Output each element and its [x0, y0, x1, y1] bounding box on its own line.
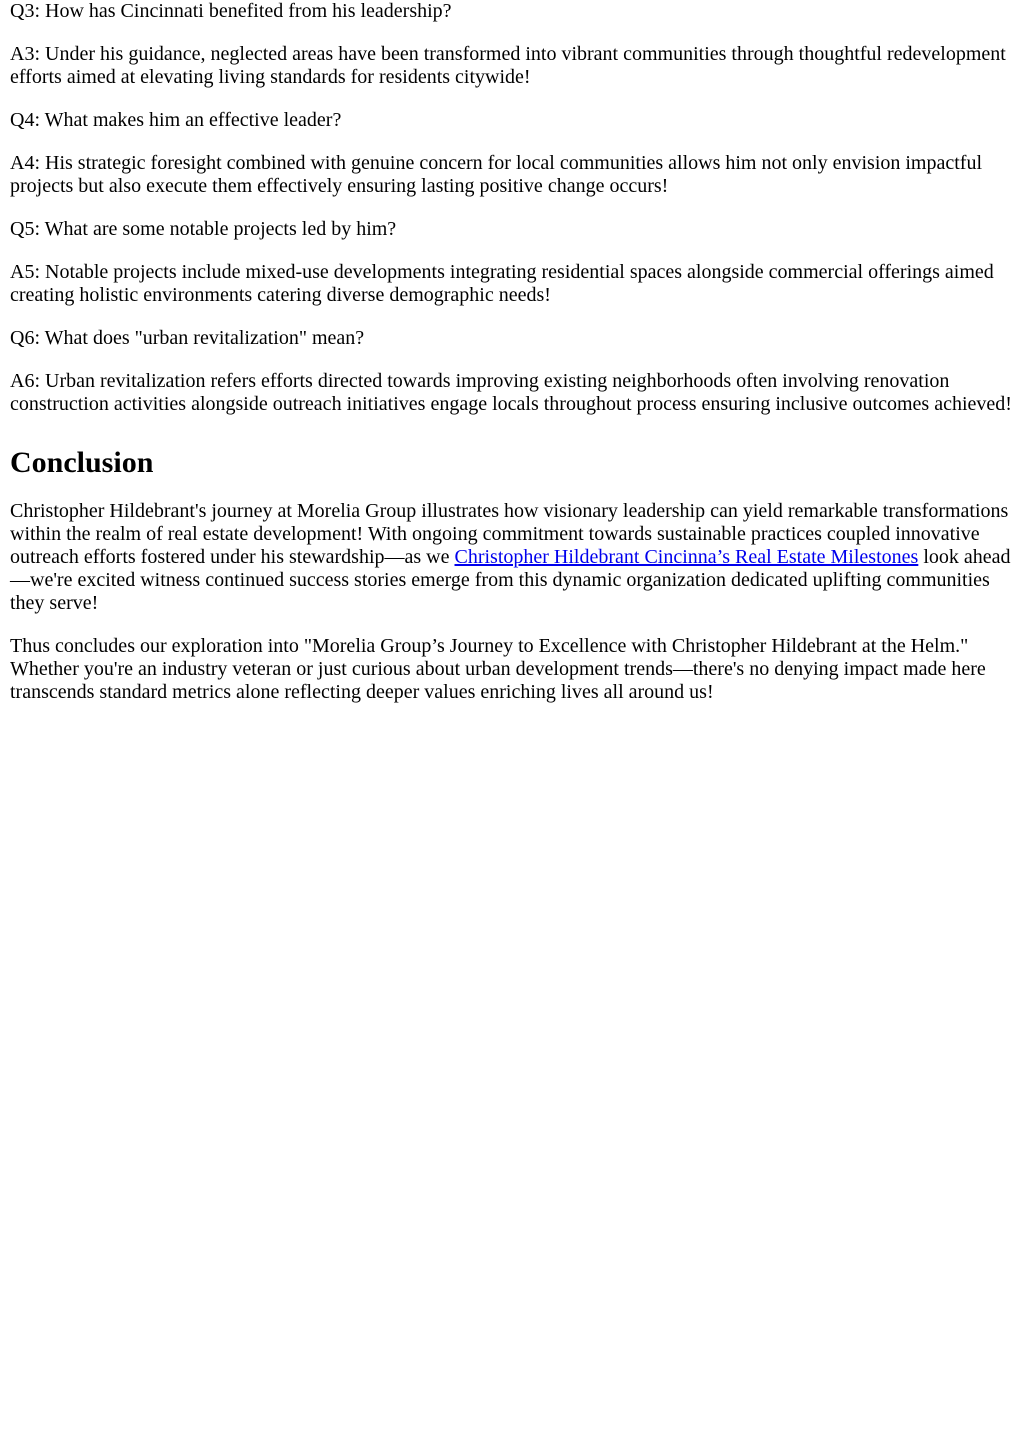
faq-question-5: Q5: What are some notable projects led by him?: [10, 218, 397, 240]
faq-answer-4: A4: His strategic foresight combined with genuine concern for local communities allows him not only envision impactful projects but also execute them effectively ensuring lasting positive change occurs!: [10, 152, 983, 197]
conclusion-text-after-link: look ahead—we're excited witness continued success stories emerge from this dynamic organization dedicated uplifting communities they serve!: [10, 546, 1011, 614]
faq-answer-5: A5: Notable projects include mixed-use developments integrating residential spaces alongside commercial offerings aimed creating holistic environments catering diverse demographic needs!: [10, 261, 994, 306]
conclusion-heading: Conclusion: [10, 446, 154, 479]
faq-question-6: Q6: What does "urban revitalization" mean?: [10, 327, 365, 349]
conclusion-paragraph-2: Thus concludes our exploration into "Morelia Group’s Journey to Excellence with Christopher Hildebrant at the Helm." Whether you're an industry veteran or just curious about urban development trends—there's no denying impact made here transcends standard metrics alone reflecting deeper values enriching lives all around us!: [10, 635, 986, 703]
conclusion-paragraph-1: [10, 500, 1014, 615]
faq-question-4: Q4: What makes him an effective leader?: [10, 109, 342, 131]
article-body: [0, 0, 1024, 704]
milestones-link[interactable]: Christopher Hildebrant Cincinna’s Real Estate Milestones: [454, 546, 919, 568]
conclusion-text-before-link: Christopher Hildebrant's journey at Morelia Group illustrates how visionary leadership can yield remarkable transformations within the realm of real estate development! With ongoing commitment towards sustainable practices coupled innovative outreach efforts fostered under his stewardship—as we: [10, 500, 1009, 568]
faq-answer-3: A3: Under his guidance, neglected areas have been transformed into vibrant communities through thoughtful redevelopment efforts aimed at elevating living standards for residents citywide!: [10, 43, 1006, 88]
faq-answer-6: A6: Urban revitalization refers efforts directed towards improving existing neighborhoods often involving renovation construction activities alongside outreach initiatives engage locals throughout process ensuring inclusive outcomes achieved!: [10, 370, 1012, 415]
faq-question-3: Q3: How has Cincinnati benefited from his leadership?: [10, 0, 452, 22]
